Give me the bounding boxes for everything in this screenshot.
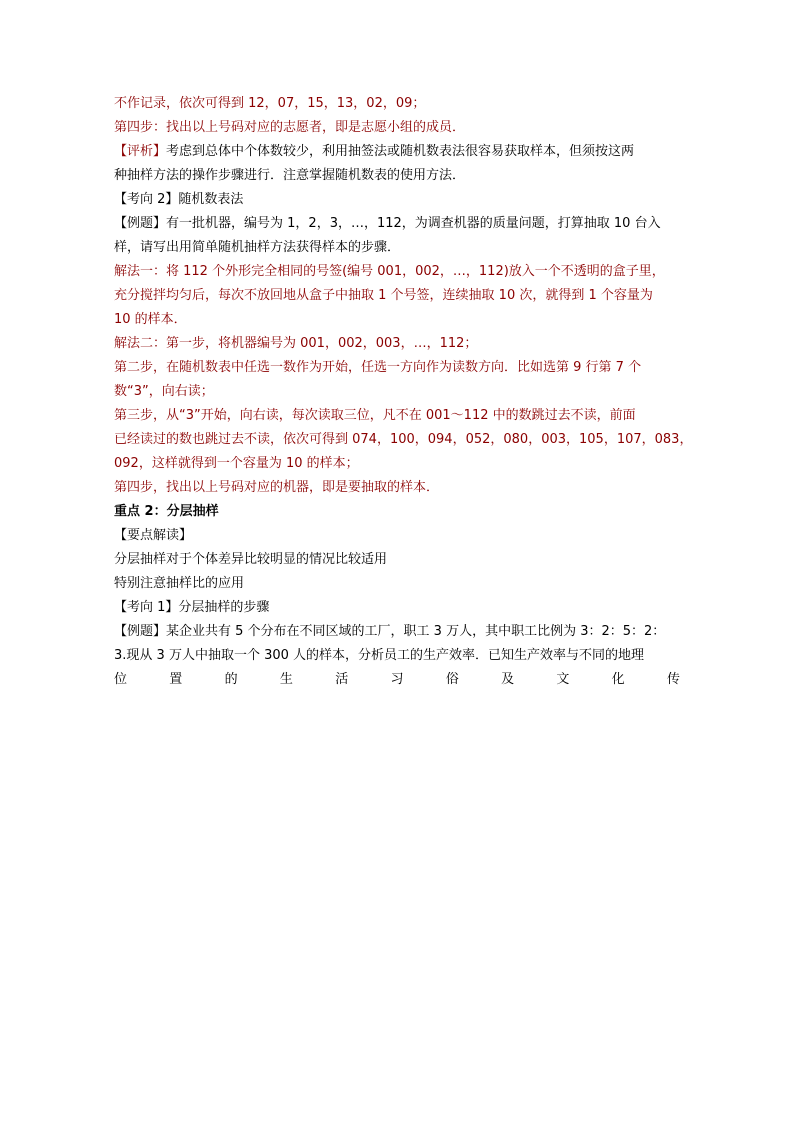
char: 活 xyxy=(335,672,349,687)
text-line: 样，请写出用简单随机抽样方法获得样本的步骤． xyxy=(114,240,401,255)
solution-line: 10 的样本． xyxy=(114,312,187,327)
text-line: 种抽样方法的操作步骤进行．注意掌握随机数表的使用方法． xyxy=(114,168,466,183)
analysis-text: 考虑到总体中个体数较少，利用抽签法或随机数表法很容易获取样本，但须按这两 xyxy=(166,144,635,159)
char: 传 xyxy=(666,672,680,687)
text-line: 不作记录，依次可得到 12，07，15，13，02，09； xyxy=(114,96,426,111)
text-line: 3.现从 3 万人中抽取一个 300 人的样本，分析员工的生产效率．已知生产效率与不同的地理 xyxy=(114,648,645,663)
key-point-heading: 重点 2：分层抽样 xyxy=(114,504,219,519)
char: 生 xyxy=(279,672,293,687)
solution-line: 已经读过的数也跳过去不读，依次可得到 074，100，094，052，080，003，105，107，083， xyxy=(114,432,693,447)
solution-line: 第四步，找出以上号码对应的机器，即是要抽取的样本． xyxy=(114,480,440,495)
char: 习 xyxy=(390,672,404,687)
example-text: 某企业共有 5 个分布在不同区域的工厂，职工 3 万人，其中职工比例为 3：2：5：2： xyxy=(166,624,666,639)
section-heading: 【考向 2】随机数表法 xyxy=(114,192,244,207)
char: 及 xyxy=(501,672,515,687)
text-line: 分层抽样对于个体差异比较明显的情况比较适用 xyxy=(114,552,388,567)
char: 的 xyxy=(224,672,238,687)
example-tag: 【例题】 xyxy=(114,216,167,231)
example-line xyxy=(114,620,680,644)
solution-line: 第三步，从“3”开始，向右读，每次读取三位，凡不在 001～112 中的数跳过去不读，前面 xyxy=(114,408,636,423)
analysis-line xyxy=(114,140,680,164)
document-page xyxy=(114,92,693,692)
example-tag: 【例题】 xyxy=(114,624,167,639)
char: 俗 xyxy=(445,672,459,687)
text-line: 第四步：找出以上号码对应的志愿者，即是志愿小组的成员． xyxy=(114,120,466,135)
solution-line: 解法一：将 112 个外形完全相同的号签(编号 001，002，…，112)放入一个不透明的盒子里， xyxy=(114,264,665,279)
char: 文 xyxy=(556,672,570,687)
justified-line xyxy=(114,668,680,692)
solution-line: 数“3”，向右读； xyxy=(114,384,214,399)
char: 位 xyxy=(114,672,128,687)
solution-line: 第二步，在随机数表中任选一数作为开始，任选一方向作为读数方向．比如选第 9 行第 7 个 xyxy=(114,360,642,375)
solution-line: 解法二：第一步，将机器编号为 001，002，003，…，112； xyxy=(114,336,478,351)
char: 化 xyxy=(611,672,625,687)
example-line xyxy=(114,212,680,236)
example-text: 有一批机器，编号为 1，2，3，…，112，为调查机器的质量问题，打算抽取 10 台入 xyxy=(166,216,661,231)
section-heading: 【考向 1】分层抽样的步骤 xyxy=(114,600,270,615)
section-heading: 【要点解读】 xyxy=(114,528,193,543)
text-line: 特别注意抽样比的应用 xyxy=(114,576,245,591)
char: 置 xyxy=(169,672,183,687)
analysis-tag: 【评析】 xyxy=(114,144,167,159)
solution-line: 充分搅拌均匀后，每次不放回地从盒子中抽取 1 个号签，连续抽取 10 次，就得到 1 个容量为 xyxy=(114,288,653,303)
solution-line: 092，这样就得到一个容量为 10 的样本； xyxy=(114,456,359,471)
